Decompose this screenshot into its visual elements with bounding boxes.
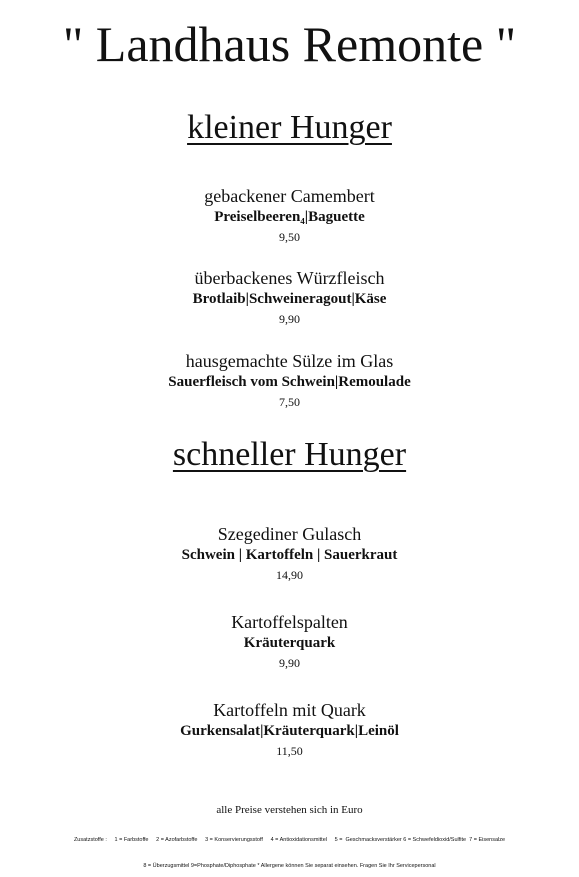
section-heading-schneller-hunger: schneller Hunger: [172, 436, 407, 473]
menu-item: [0, 611, 579, 673]
menu-item: [0, 267, 579, 329]
additives-legend-line-1: Zusatzstoffe : 1 = Farbstoffe 2 = Azofarbstoffe 3 = Konservierungsstoff 4 = Antioxidationsmittel 5 = Geschmacksverstärker 6 = Schwefeldioxid/Sulfite 7 = Eisensalze: [73, 837, 506, 843]
dish-name: überbackenes Würzfleisch: [194, 268, 385, 288]
dish-sides: Preiselbeeren₄|Baguette: [214, 209, 365, 225]
dish-name: Szegediner Gulasch: [217, 524, 362, 544]
section-heading-kleiner-hunger: kleiner Hunger: [187, 109, 392, 146]
dish-name: hausgemachte Sülze im Glas: [185, 351, 394, 371]
menu-item: [0, 699, 579, 761]
dish-price: 14,90: [276, 568, 303, 582]
dish-price: 11,50: [276, 744, 303, 758]
menu-item: [0, 350, 579, 412]
dish-name: Kartoffelspalten: [231, 612, 348, 632]
dish-sides: Sauerfleisch vom Schwein|Remoulade: [168, 374, 411, 390]
dish-price: 9,50: [279, 230, 300, 244]
menu-item: [0, 185, 579, 247]
dish-sides: Brotlaib|Schweineragout|Käse: [192, 291, 387, 307]
dish-price: 7,50: [279, 395, 300, 409]
restaurant-title: " Landhaus Remonte ": [62, 16, 517, 72]
dish-sides: Schwein | Kartoffeln | Sauerkraut: [181, 547, 398, 563]
dish-price: 9,90: [279, 656, 300, 670]
menu-item: [0, 523, 579, 585]
dish-name: Kartoffeln mit Quark: [213, 700, 366, 720]
dish-name: gebackener Camembert: [204, 186, 375, 206]
price-note: alle Preise verstehen sich in Euro: [216, 804, 363, 816]
additives-legend-line-2: 8 = Überzugsmittel 9=Phosphate/Diphosphate * Allergene können Sie separat einsehen. Fragen Sie Ihr Servicepersonal: [143, 863, 436, 869]
dish-sides: Kräuterquark: [243, 635, 336, 651]
dish-price: 9,90: [279, 312, 300, 326]
dish-sides: Gurkensalat|Kräuterquark|Leinöl: [180, 723, 399, 739]
